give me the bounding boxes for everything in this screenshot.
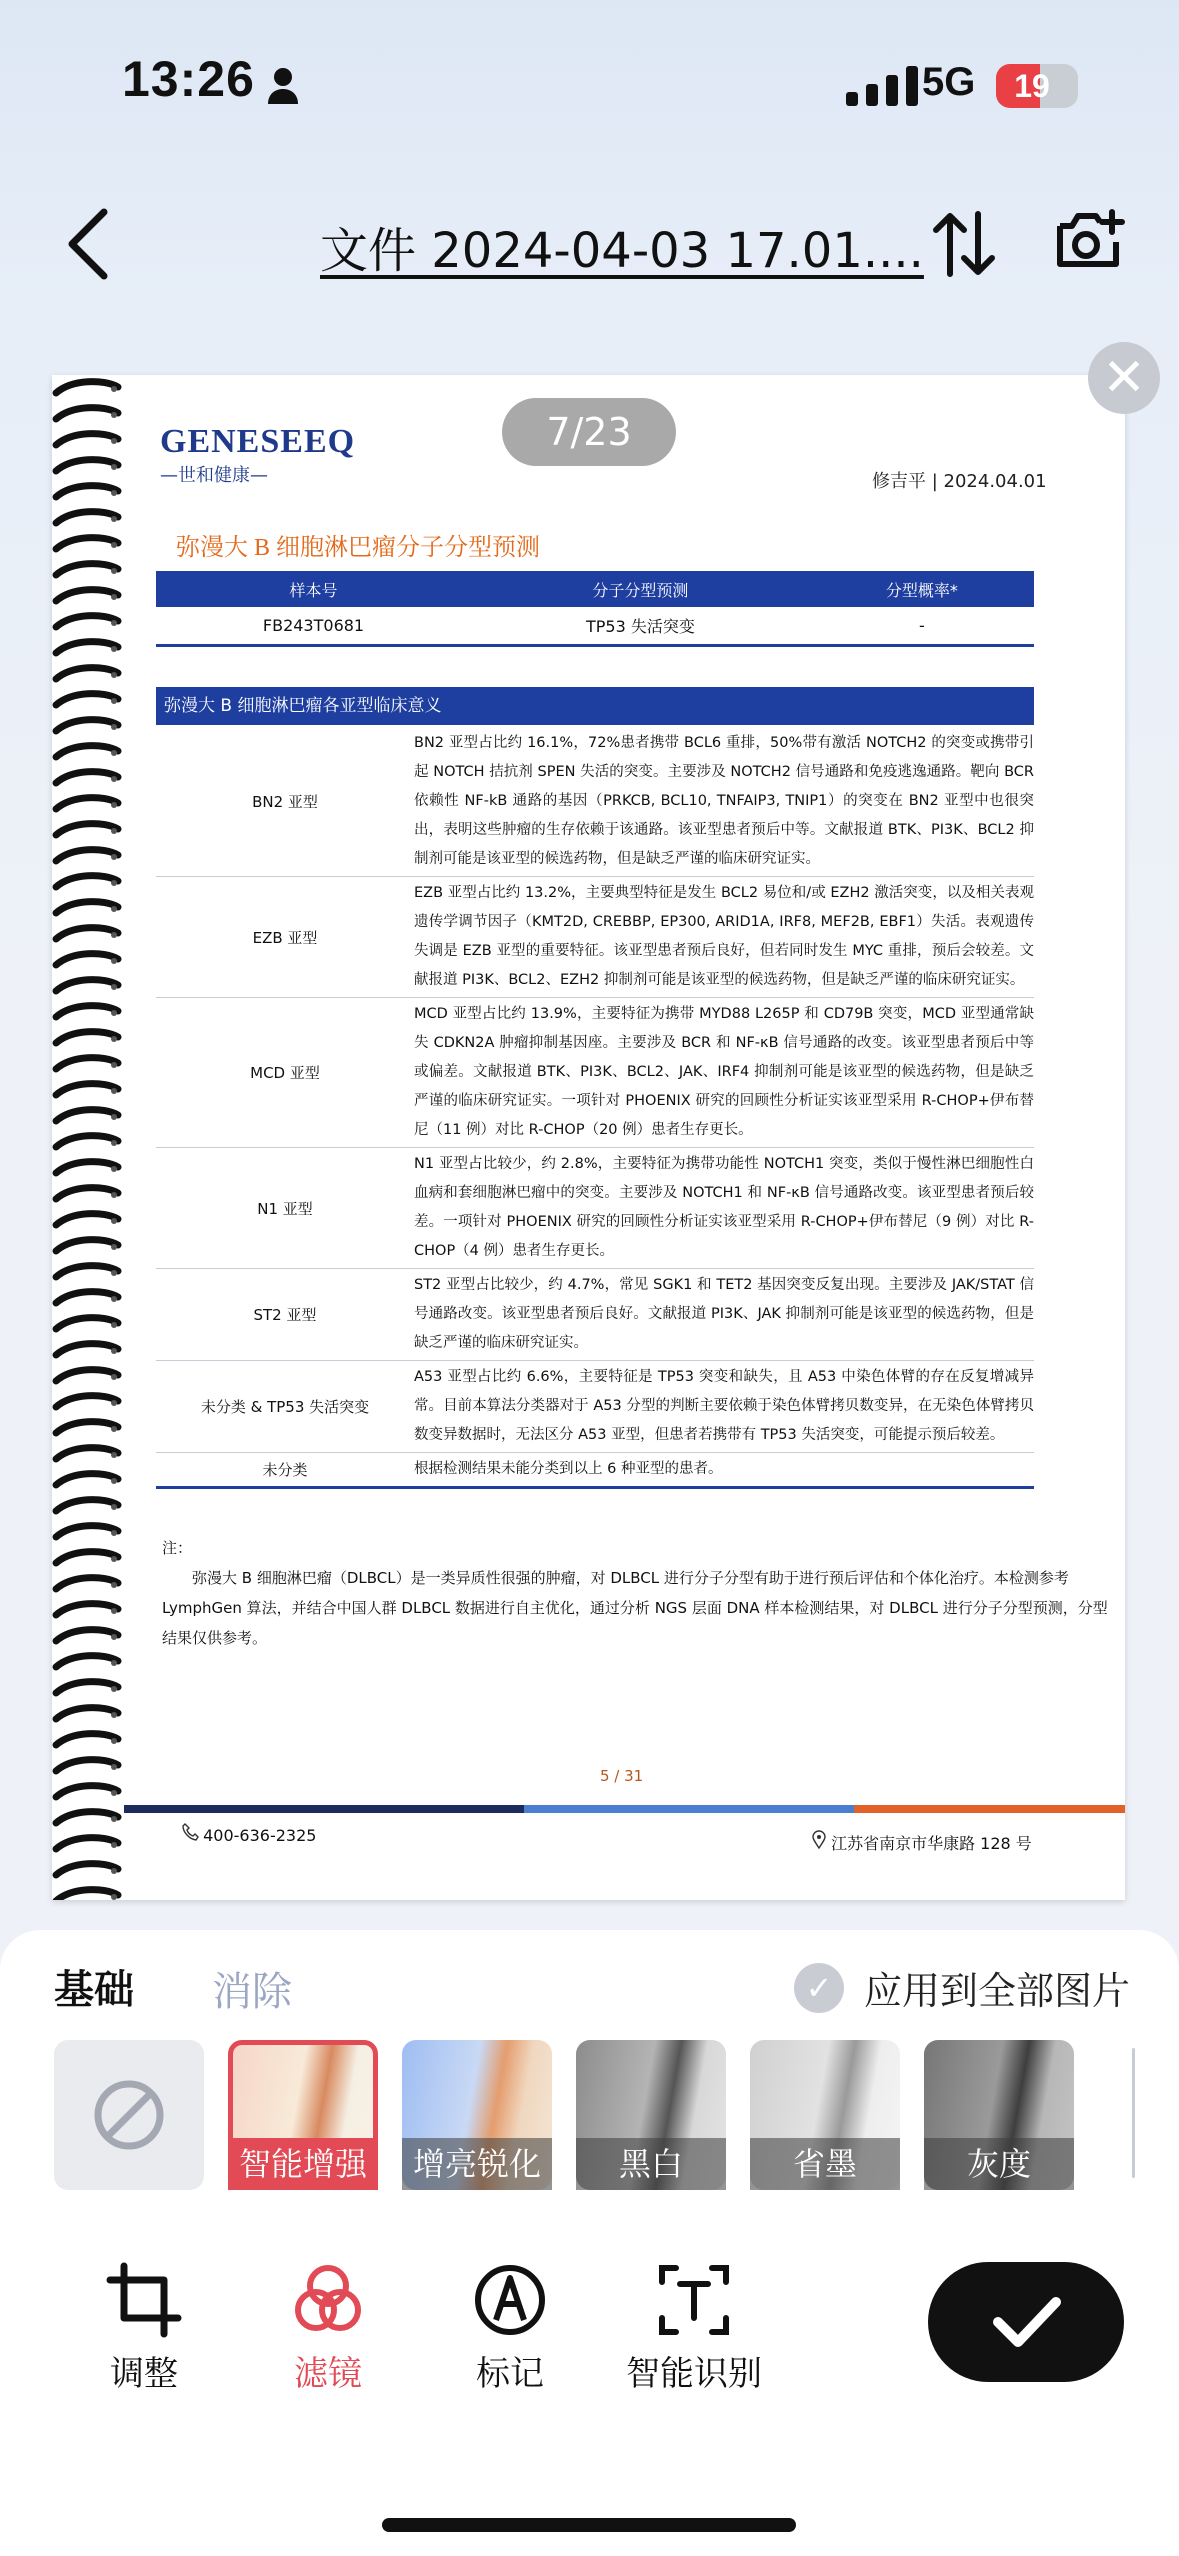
tool-label: 调整 [110, 2354, 178, 2394]
subtype-desc: MCD 亚型占比约 13.9%，主要特征为携带 MYD88 L265P 和 CD79B 突变，MCD 亚型通常缺失 CDKN2A 肿瘤抑制基因座。主要涉及 BCR 和 NF-κB 信号通路的改变。该亚型患者预后中等或偏差。文献报道 BTK、PI3K、BCL2、JAK、IRF4 抑制剂可能是该亚型的候选药物，但是缺乏严谨的临床研究证实。一项针对 PHOENIX 研究的回顾性分析证实该亚型采用 R-CHOP+伊布替尼（11 例）对比 R-CHOP（20 例）患者生存更长。 [414, 998, 1034, 1148]
pen-nib-icon [472, 2262, 548, 2338]
subtype-name: 未分类 & TP53 失活突变 [156, 1361, 414, 1453]
confirm-button[interactable] [928, 2262, 1124, 2382]
crop-icon [106, 2262, 182, 2338]
tool-smart-recognize[interactable] [614, 2262, 774, 2395]
table-row [156, 1361, 1034, 1453]
subtype-name: 未分类 [156, 1453, 414, 1488]
subtype-name: BN2 亚型 [156, 727, 414, 877]
footer-bar-navy [124, 1805, 524, 1813]
subtype-name: EZB 亚型 [156, 877, 414, 998]
author-date: 修吉平 | 2024.04.01 [872, 471, 1047, 492]
filter-brighten-sharpen[interactable] [402, 2040, 552, 2190]
page-number: 5 / 31 [600, 1767, 644, 1785]
filter-none[interactable] [54, 2040, 204, 2190]
logo-subtext: —世和健康— [160, 465, 268, 486]
editor-panel [0, 1930, 1179, 2556]
subtype-table [156, 727, 1034, 1489]
tool-label: 智能识别 [626, 2354, 762, 2394]
subtype-name: ST2 亚型 [156, 1269, 414, 1361]
tool-mark[interactable] [430, 2262, 590, 2395]
table-row [156, 877, 1034, 998]
footer-address [812, 1831, 1032, 1854]
page-indicator: 7/23 [502, 398, 676, 466]
note-text: 弥漫大 B 细胞淋巴瘤（DLBCL）是一类异质性很强的肿瘤，对 DLBCL 进行分子分型有助于进行预后评估和个体化治疗。本检测参考 LymphGen 算法，并结合中国人群 DLBCL 数据进行自主优化，通过分析 NGS 层面 DNA 样本检测结果，对 DLBCL 进行分子分型预测，分型结果仅供参考。 [162, 1569, 1108, 1647]
filter-grayscale[interactable] [924, 2040, 1074, 2190]
footer-bar-orange [854, 1805, 1125, 1813]
person-icon [266, 66, 300, 106]
subtype-desc: BN2 亚型占比约 16.1%，72%患者携带 BCL6 重排，50%带有激活 NOTCH2 的突变或携带引起 NOTCH 拮抗剂 SPEN 失活的突变。主要涉及 NOTCH2 信号通路和免疫逃逸通路。靶向 BCR 依赖性 NF-kB 通路的基因（PRKCB, BCL10, TNFAIP3, TNIP1）的突变在 BN2 亚型中也很突出，表明这些肿瘤的生存依赖于该通路。该亚型患者预后中等。文献报道 BTK、PI3K、BCL2 抑制剂可能是该亚型的候选药物，但是缺乏严谨的临床研究证实。 [414, 727, 1034, 877]
footer-phone [182, 1823, 316, 1845]
footer-bar-blue [524, 1805, 854, 1813]
subtype-desc: 根据检测结果未能分类到以上 6 种亚型的患者。 [414, 1453, 1034, 1488]
summary-header: 分子分型预测 [471, 571, 810, 607]
table-row [156, 998, 1034, 1148]
network-type: 5G [922, 60, 976, 104]
tool-adjust[interactable] [64, 2262, 224, 2395]
add-photo-camera-icon[interactable] [1054, 208, 1124, 272]
subtype-desc: N1 亚型占比较少，约 2.8%，主要特征为携带功能性 NOTCH1 突变，类似于慢性淋巴细胞性白血病和套细胞淋巴瘤中的突变。主要涉及 NOTCH1 和 NF-κB 信号通路改变。该亚型患者预后较差。一项针对 PHOENIX 研究的回顾性分析证实该亚型采用 R-CHOP+伊布替尼（9 例）对比 R-CHOP（4 例）患者生存更长。 [414, 1148, 1034, 1269]
document-page-image[interactable] [52, 375, 1125, 1900]
report-heading: 弥漫大 B 细胞淋巴瘤分子分型预测 [176, 535, 541, 561]
subtype-desc: ST2 亚型占比较少，约 4.7%，常见 SGK1 和 TET2 基因突变反复出现。主要涉及 JAK/STAT 信号通路改变。该亚型患者预后良好。文献报道 PI3K、JAK 抑制剂可能是该亚型的候选药物，但是缺乏严谨的临床研究证实。 [414, 1269, 1034, 1361]
checkmark-icon [928, 2262, 1124, 2382]
status-time: 13:26 [122, 51, 255, 107]
check-circle-icon: ✓ [794, 1963, 844, 2013]
filter-label: 省墨 [750, 2138, 900, 2190]
subtype-name: N1 亚型 [156, 1148, 414, 1269]
phone-icon [182, 1823, 198, 1841]
battery-nub [1072, 77, 1078, 95]
filter-scrollbar [1132, 2048, 1135, 2178]
tool-filter[interactable] [248, 2262, 408, 2395]
summary-header: 样本号 [156, 571, 471, 607]
filter-black-white[interactable] [576, 2040, 726, 2190]
spiral-binding [52, 375, 124, 1900]
filter-label: 智能增强 [228, 2138, 378, 2190]
close-button[interactable] [1088, 342, 1160, 414]
subtype-name: MCD 亚型 [156, 998, 414, 1148]
subtype-desc: EZB 亚型占比约 13.2%，主要典型特征是发生 BCL2 易位和/或 EZH2 激活突变，以及相关表观遗传学调节因子（KMT2D, CREBBP, EP300, ARID1A, IRF8, MEF2B, EBF1）失活。表观遗传失调是 EZB 亚型的重要特征。该亚型患者预后良好，但若同时发生 MYC 重排，预后会较差。文献报道 PI3K、BCL2、EZH2 抑制剂可能是该亚型的候选药物，但是缺乏严谨的临床研究证实。 [414, 877, 1034, 998]
summary-table [156, 571, 1034, 647]
apply-to-all-toggle[interactable] [794, 1960, 1130, 2015]
phone-number: 400-636-2325 [203, 1826, 317, 1845]
text-scan-icon [656, 2262, 732, 2338]
apply-to-all-label: 应用到全部图片 [864, 1969, 1131, 2013]
filter-ink-saver[interactable] [750, 2040, 900, 2190]
signal-icon [846, 66, 918, 106]
close-icon: ✕ [1102, 348, 1146, 408]
geneseeq-logo [160, 423, 355, 487]
filter-smart-enhance[interactable] [228, 2040, 378, 2190]
tool-label: 滤镜 [294, 2354, 362, 2394]
document-title[interactable]: 文件 2024-04-03 17.01.... [320, 223, 924, 279]
filter-label: 灰度 [924, 2138, 1074, 2190]
subtype-desc: A53 亚型占比约 6.6%，主要特征是 TP53 突变和缺失，且 A53 中染色体臂的存在反复增减异常。目前本算法分类器对于 A53 分型的判断主要依赖于染色体臂拷贝数变异，在无染色体臂拷贝数变异数据时，无法区分 A53 亚型，但患者若携带有 TP53 失活突变，可能提示预后较差。 [414, 1361, 1034, 1453]
tab-basic[interactable]: 基础 [54, 1967, 134, 2013]
summary-cell: FB243T0681 [156, 607, 471, 645]
filter-label: 增亮锐化 [402, 2138, 552, 2190]
summary-header: 分型概率* [810, 571, 1034, 607]
no-filter-icon [54, 2040, 204, 2190]
note-label: 注： [162, 1539, 193, 1557]
section-title: 弥漫大 B 细胞淋巴瘤各亚型临床意义 [156, 687, 1034, 725]
table-row [156, 727, 1034, 877]
filter-circles-icon [290, 2262, 366, 2338]
logo-text: GENESEEQ [160, 423, 356, 460]
sort-icon[interactable] [928, 208, 1000, 280]
filter-label: 黑白 [576, 2138, 726, 2190]
home-indicator[interactable] [382, 2518, 796, 2532]
tool-label: 标记 [476, 2354, 544, 2394]
address-text: 江苏省南京市华康路 128 号 [831, 1834, 1032, 1853]
note-block [162, 1533, 1108, 1653]
table-row [156, 1269, 1034, 1361]
table-row [156, 1148, 1034, 1269]
tab-erase[interactable]: 消除 [212, 1969, 292, 2015]
battery-percent: 19 [1014, 68, 1050, 104]
location-pin-icon [812, 1831, 826, 1849]
summary-cell: TP53 失活突变 [471, 607, 810, 645]
back-arrow-icon[interactable] [60, 206, 116, 282]
summary-cell: - [810, 607, 1034, 645]
table-row [156, 1453, 1034, 1488]
